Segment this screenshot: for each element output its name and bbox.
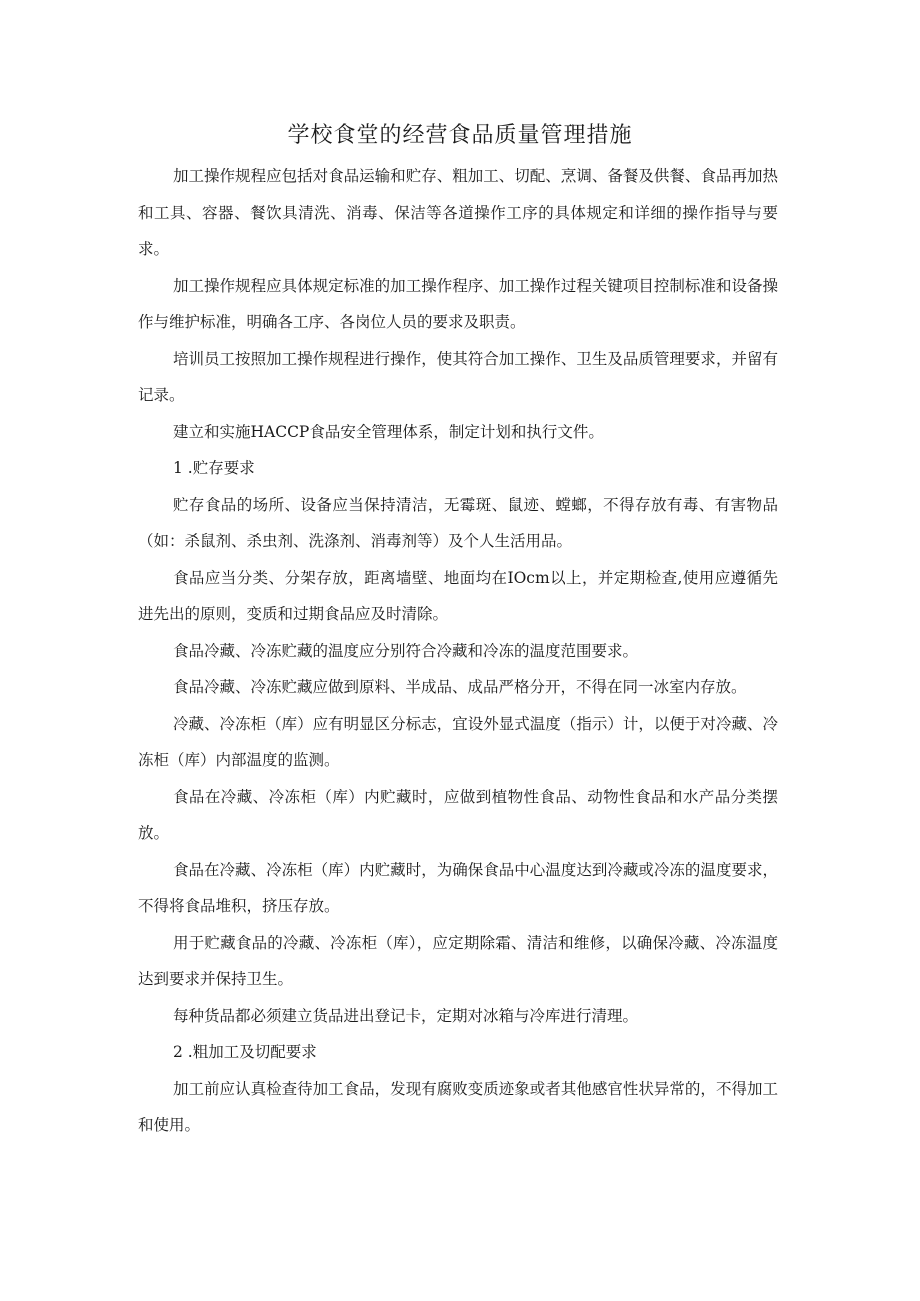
paragraph: 加工操作规程应包括对食品运输和贮存、粗加工、切配、烹调、备餐及供餐、食品再加热和工具、容器、餐饮具清洗、消毒、保洁等各道操作工序的具体规定和详细的操作指导与要求。 [138, 167, 778, 258]
paragraph: 冷藏、冷冻柜（库）应有明显区分标志，宜设外显式温度（指示）计，以便于对冷藏、冷冻柜（库）内部温度的监测。 [138, 714, 778, 769]
document-body [138, 158, 778, 1144]
section-heading: 2 .粗加工及切配要求 [173, 1043, 317, 1061]
paragraph: 食品应当分类、分架存放，距离墙壁、地面均在IOcm以上，并定期检查,使用应遵循先进先出的原则，变质和过期食品应及时清除。 [138, 568, 778, 623]
paragraph: 食品冷藏、冷冻贮藏应做到原料、半成品、成品严格分开，不得在同一冰室内存放。 [173, 678, 747, 696]
document-title: 学校食堂的经营食品质量管理措施 [287, 123, 633, 148]
section-heading: 1 .贮存要求 [173, 459, 255, 477]
paragraph: 食品在冷藏、冷冻柜（库）内贮藏时，为确保食品中心温度达到冷藏或冷冻的温度要求，不得将食品堆积，挤压存放。 [138, 860, 778, 915]
paragraph: 加工前应认真检查待加工食品，发现有腐败变质迹象或者其他感官性状异常的，不得加工和使用。 [138, 1079, 778, 1134]
paragraph: 培训员工按照加工操作规程进行操作，使其符合加工操作、卫生及品质管理要求，并留有记录。 [138, 349, 778, 404]
paragraph: 贮存食品的场所、设备应当保持清洁，无霉斑、鼠迹、螳螂，不得存放有毒、有害物品（如：杀鼠剂、杀虫剂、洗涤剂、消毒剂等）及个人生活用品。 [138, 495, 778, 550]
paragraph: 食品在冷藏、冷冻柜（库）内贮藏时，应做到植物性食品、动物性食品和水产品分类摆放。 [138, 787, 778, 842]
paragraph: 加工操作规程应具体规定标准的加工操作程序、加工操作过程关键项目控制标准和设备操作与维护标准，明确各工序、各岗位人员的要求及职责。 [138, 276, 778, 331]
paragraph: 用于贮藏食品的冷藏、冷冻柜（库），应定期除霜、清洁和维修，以确保冷藏、冷冻温度达到要求并保持卫生。 [138, 933, 778, 988]
paragraph: 食品冷藏、冷冻贮藏的温度应分别符合冷藏和冷冻的温度范围要求。 [173, 641, 639, 660]
paragraph: 每种货品都必须建立货品进出登记卡，定期对冰箱与冷库进行清理。 [173, 1006, 639, 1025]
paragraph: 建立和实施HACCP食品安全管理体系，制定计划和执行文件。 [173, 422, 604, 441]
